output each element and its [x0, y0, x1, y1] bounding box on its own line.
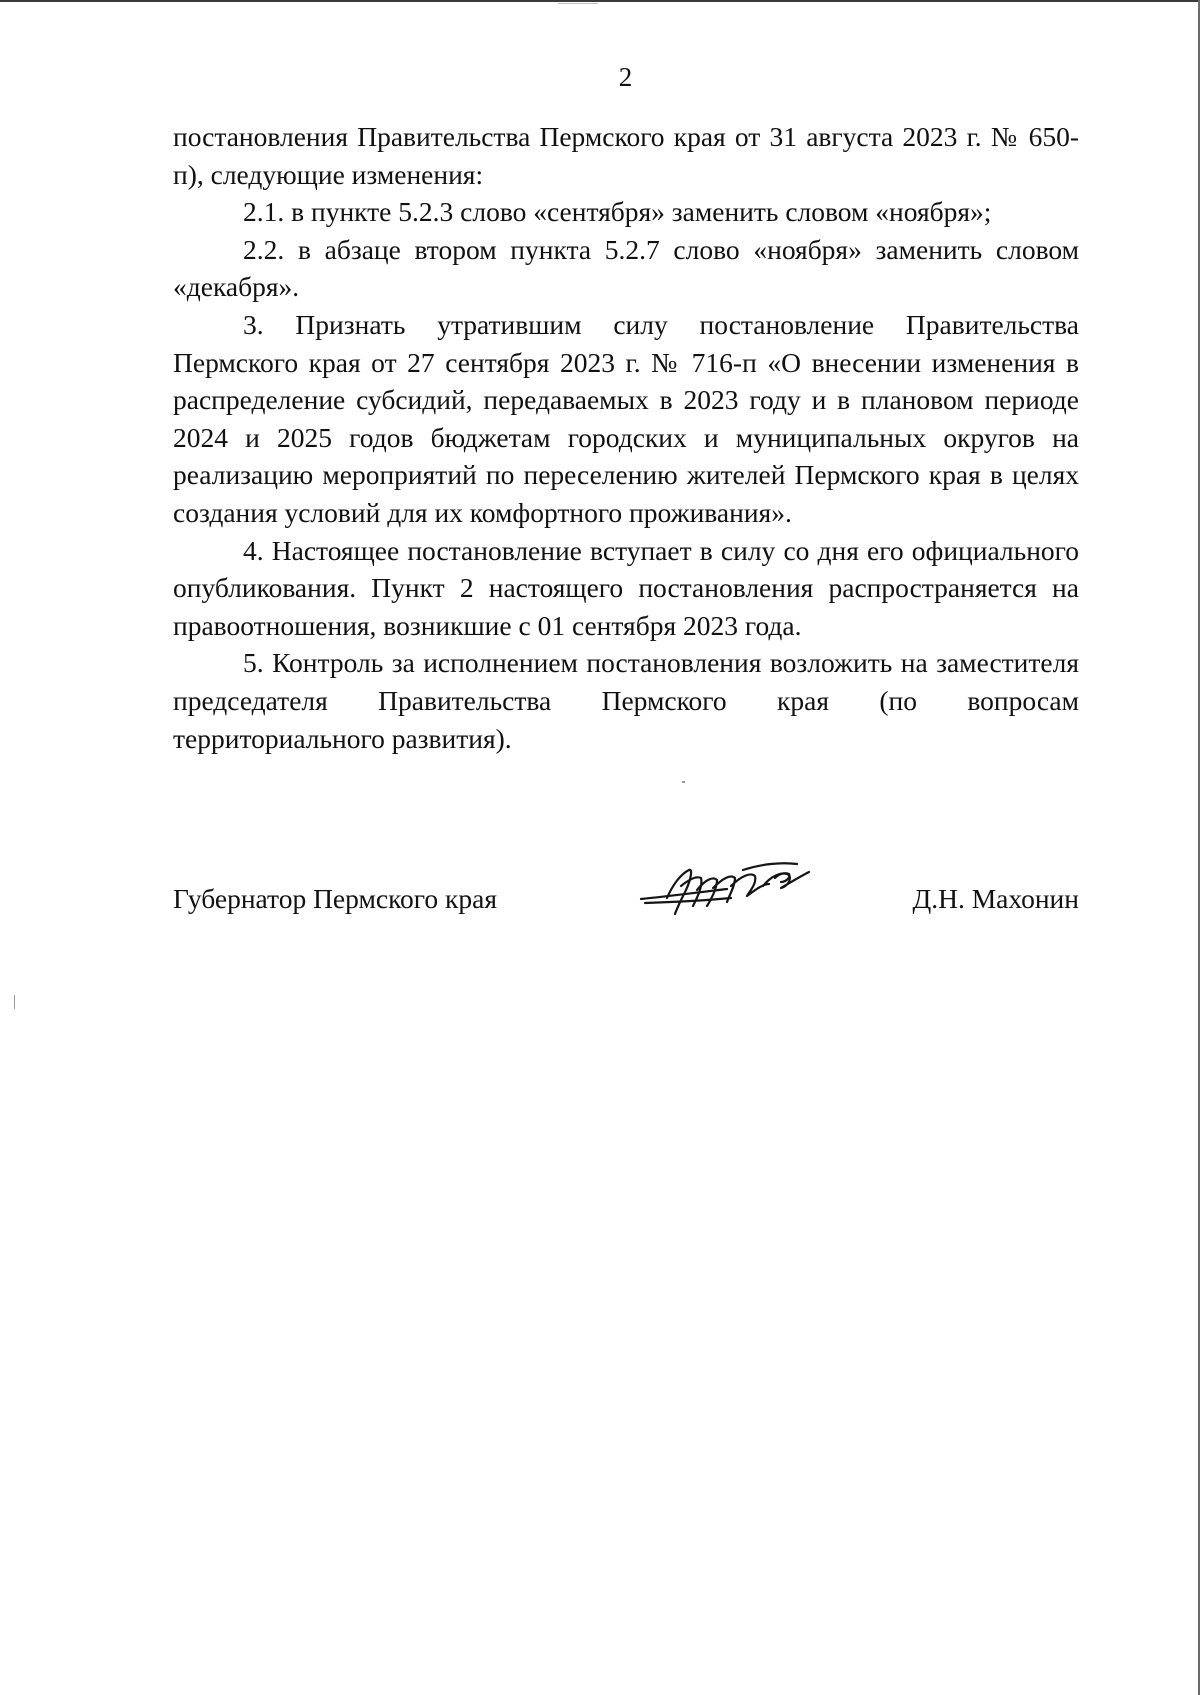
scan-speck	[558, 3, 598, 4]
document-body	[173, 118, 1079, 757]
scan-speck	[14, 995, 15, 1009]
paragraph-intro-continued: постановления Правительства Пермского края от 31 августа 2023 г. № 650-п), следующие изменения:	[173, 121, 1079, 190]
handwritten-signature	[631, 856, 831, 920]
scan-speck	[682, 781, 685, 783]
paragraph-item-2-2: 2.2. в абзаце втором пункта 5.2.7 слово «ноября» заменить словом «декабря».	[173, 233, 1079, 303]
paragraph-item-2-1: 2.1. в пункте 5.2.3 слово «сентября» заменить словом «ноября»;	[243, 196, 992, 228]
paragraph-item-4: 4. Настоящее постановление вступает в силу со дня его официального опубликования. Пункт 2 настоящего постановления распространяется на правоотношения, возникшие с 01 сентября 2023 года.	[173, 534, 1079, 641]
page-number: 2	[618, 62, 633, 92]
paragraph-item-3: 3. Признать утратившим силу постановление Правительства Пермского края от 27 сентября 2023 г. № 716-п «О внесении изменения в распределение субсидий, передаваемых в 2023 году и в плановом периоде 2024 и 2025 годов бюджетам городских и муниципальных округов на реализацию мероприятий по переселению жителей Пермского края в целях создания условий для их комфортного проживания».	[173, 308, 1079, 528]
signatory-name: Д.Н. Махонин	[912, 883, 1079, 914]
paragraph-item-5: 5. Контроль за исполнением постановления возложить на заместителя председателя Правительства Пермского края (по вопросам территориального развития).	[173, 647, 1079, 754]
signatory-position: Губернатор Пермского края	[173, 883, 497, 914]
signature-block	[173, 878, 1079, 938]
scan-edge-top	[0, 0, 1200, 2]
